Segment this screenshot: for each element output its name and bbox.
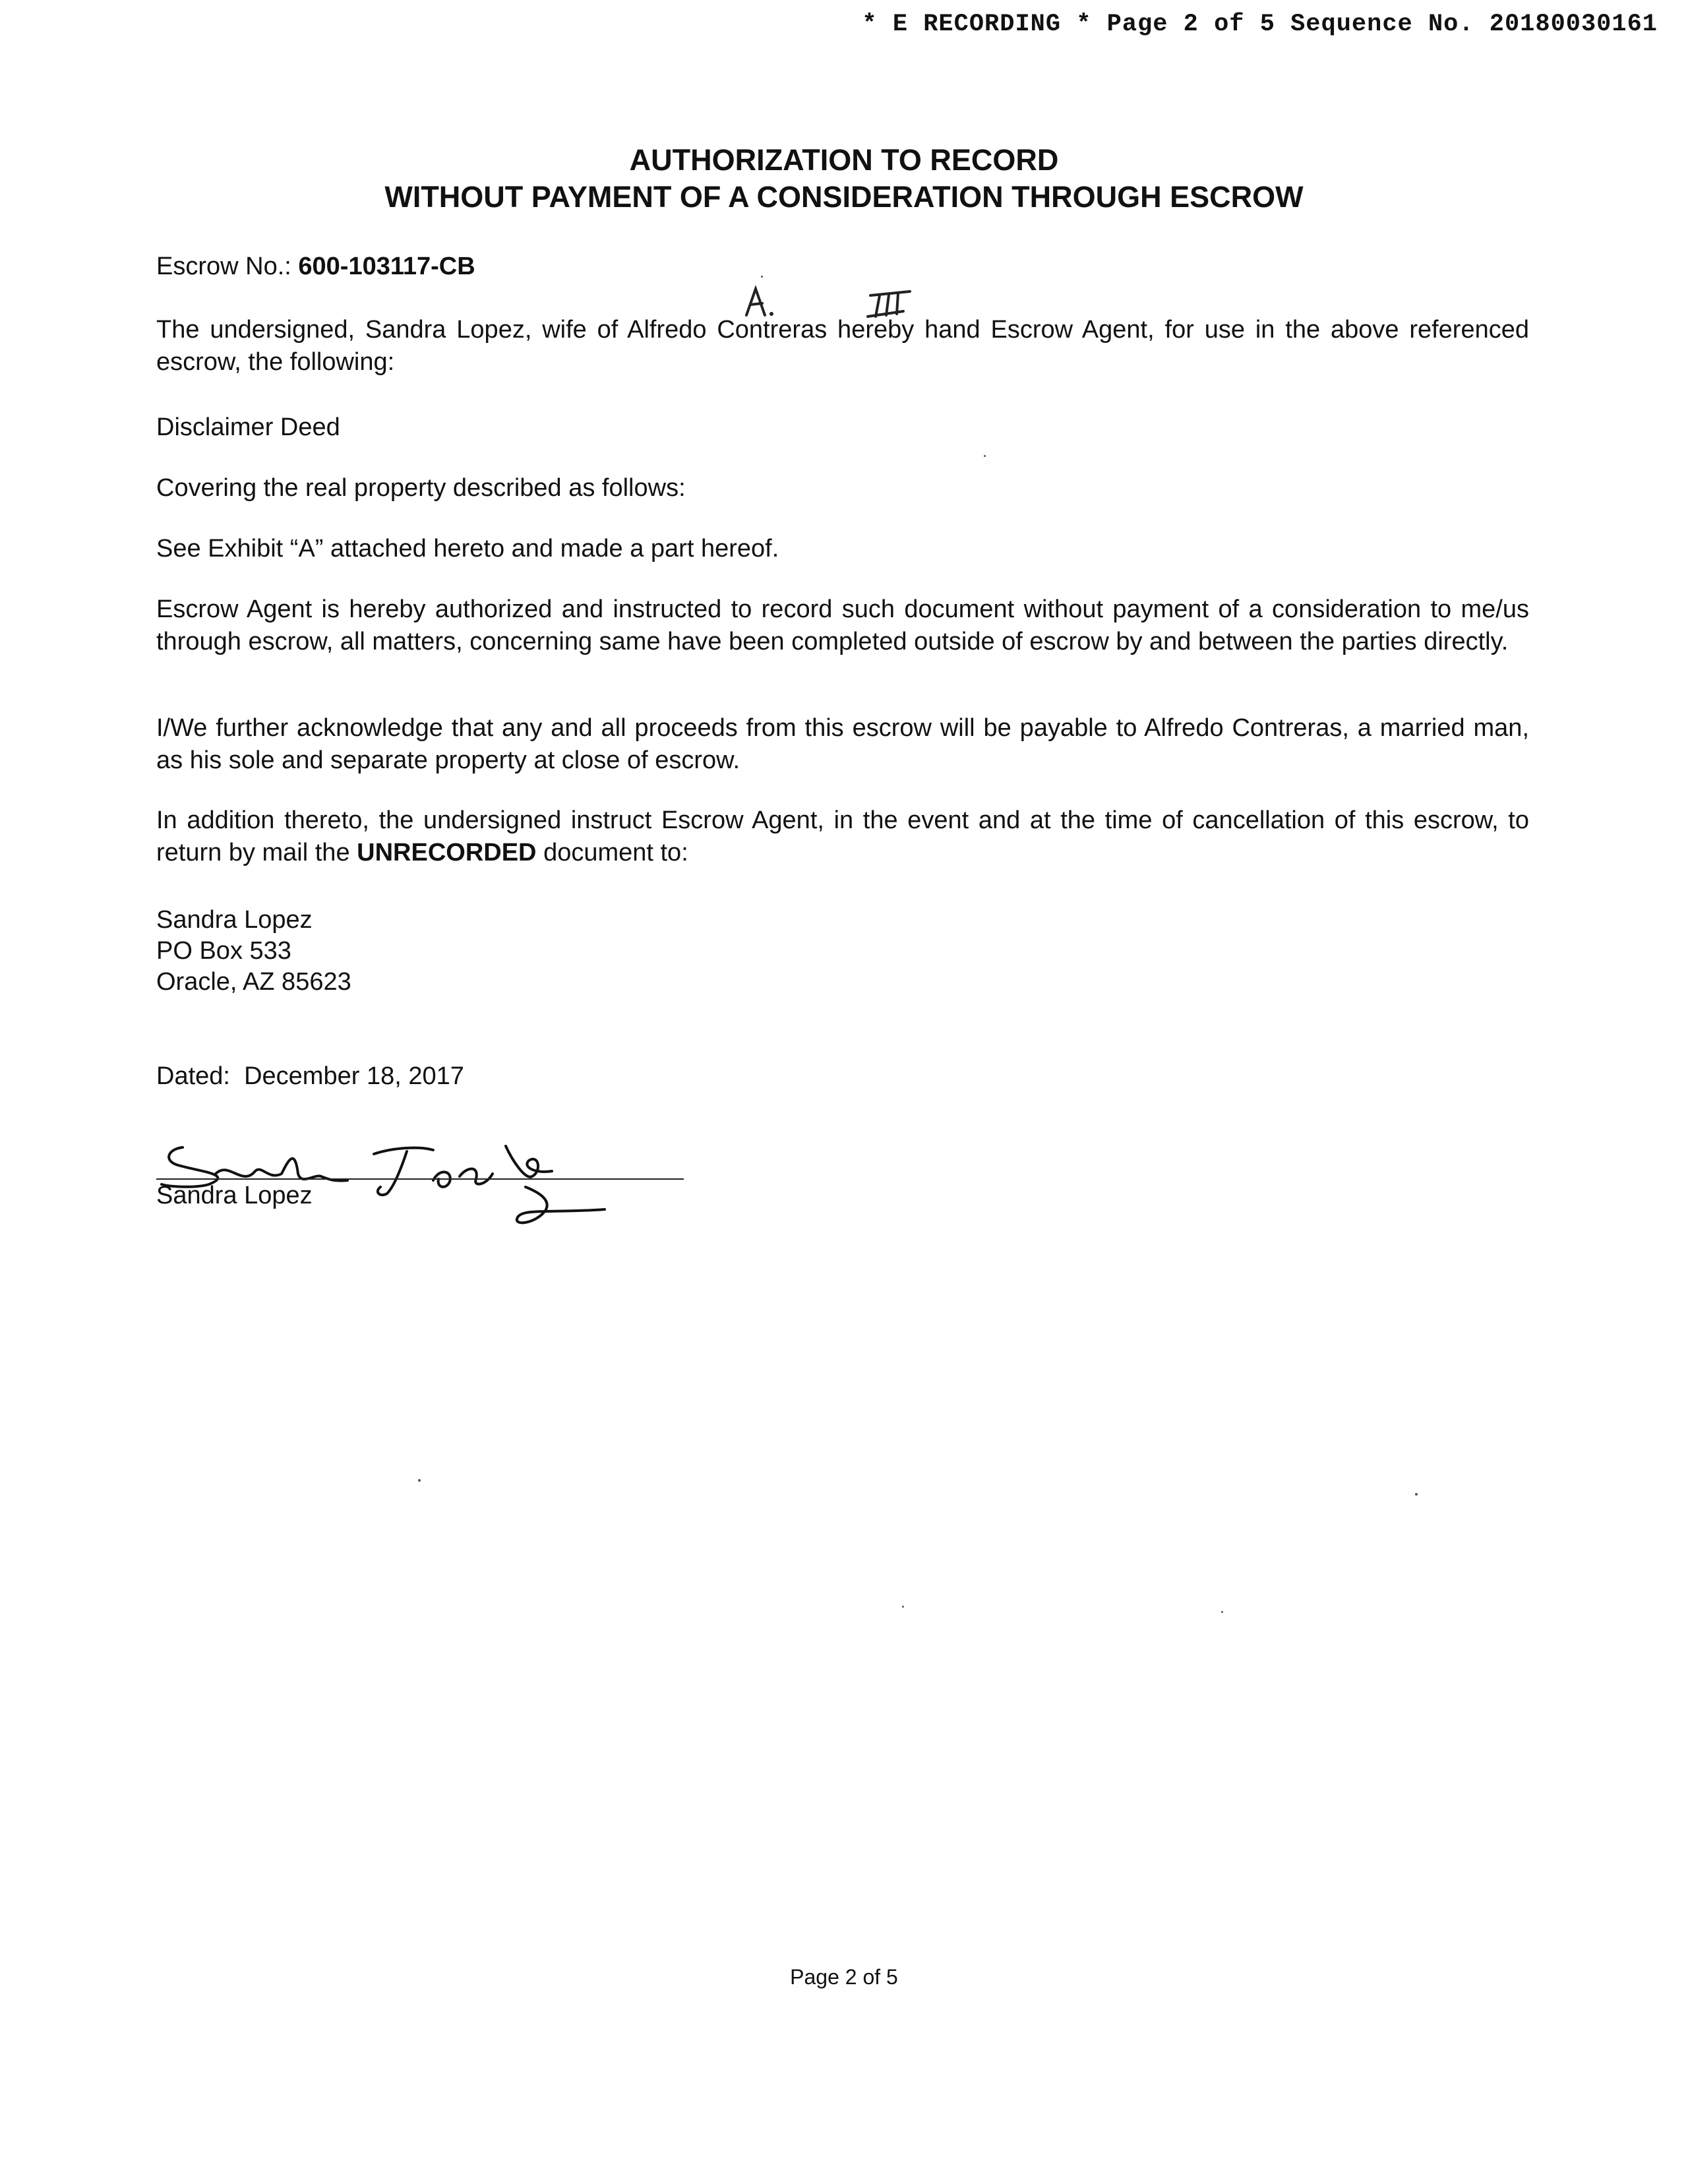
document-title bbox=[0, 142, 1688, 216]
undersigned-paragraph: The undersigned, Sandra Lopez, wife of Alfredo Contreras hereby hand Escrow Agent, for use in the above referenced escrow, the following: bbox=[156, 316, 1529, 376]
title-line-2: WITHOUT PAYMENT OF A CONSIDERATION THROUGH ESCROW bbox=[384, 180, 1304, 214]
escrow-number: 600-103117-CB bbox=[298, 253, 475, 280]
cancellation-paragraph bbox=[156, 804, 1529, 869]
scan-speck bbox=[761, 276, 763, 278]
scan-speck bbox=[1221, 1611, 1223, 1613]
cancellation-text-end: document to: bbox=[543, 839, 688, 866]
scan-speck bbox=[984, 455, 986, 457]
signature-block bbox=[156, 1108, 697, 1240]
covering-line: Covering the real property described as follows: bbox=[156, 474, 686, 502]
unrecorded-emphasis: UNRECORDED bbox=[357, 839, 537, 866]
scan-speck bbox=[1415, 1493, 1418, 1496]
handwritten-signature bbox=[156, 1108, 697, 1240]
recording-header: * E RECORDING * Page 2 of 5 Sequence No. 20180030161 bbox=[862, 11, 1658, 38]
escrow-number-line bbox=[156, 251, 475, 283]
address-line-1: PO Box 533 bbox=[156, 937, 291, 965]
address-name: Sandra Lopez bbox=[156, 906, 313, 934]
dated-line bbox=[156, 1060, 464, 1093]
deed-type: Disclaimer Deed bbox=[156, 413, 340, 441]
scan-speck bbox=[418, 1479, 421, 1482]
acknowledgement-paragraph: I/We further acknowledge that any and all proceeds from this escrow will be payable to Alfredo Contreras, a married man, as his sole and separate property at close of escrow. bbox=[156, 714, 1529, 774]
title-line-1: AUTHORIZATION TO RECORD bbox=[629, 143, 1059, 177]
address-line-2: Oracle, AZ 85623 bbox=[156, 968, 351, 996]
page-footer: Page 2 of 5 bbox=[790, 1965, 898, 1989]
cancellation-text-start: In addition thereto, the undersigned instruct Escrow Agent, in the event and at the time of cancellation of this escrow, to return by mail the bbox=[156, 806, 1529, 866]
signature-line bbox=[156, 1178, 684, 1180]
exhibit-line: See Exhibit “A” attached hereto and made a part hereof. bbox=[156, 535, 779, 562]
dated-label: Dated: bbox=[156, 1062, 230, 1090]
return-address bbox=[156, 905, 351, 998]
signer-name: Sandra Lopez bbox=[156, 1182, 313, 1209]
authorization-paragraph: Escrow Agent is hereby authorized and instructed to record such document without payment of a consideration to me/us through escrow, all matters, concerning same have been completed outside of escrow by and between the parties directly. bbox=[156, 595, 1529, 655]
scan-speck bbox=[902, 1606, 904, 1608]
escrow-label: Escrow No.: bbox=[156, 253, 291, 280]
dated-value: December 18, 2017 bbox=[244, 1062, 464, 1090]
